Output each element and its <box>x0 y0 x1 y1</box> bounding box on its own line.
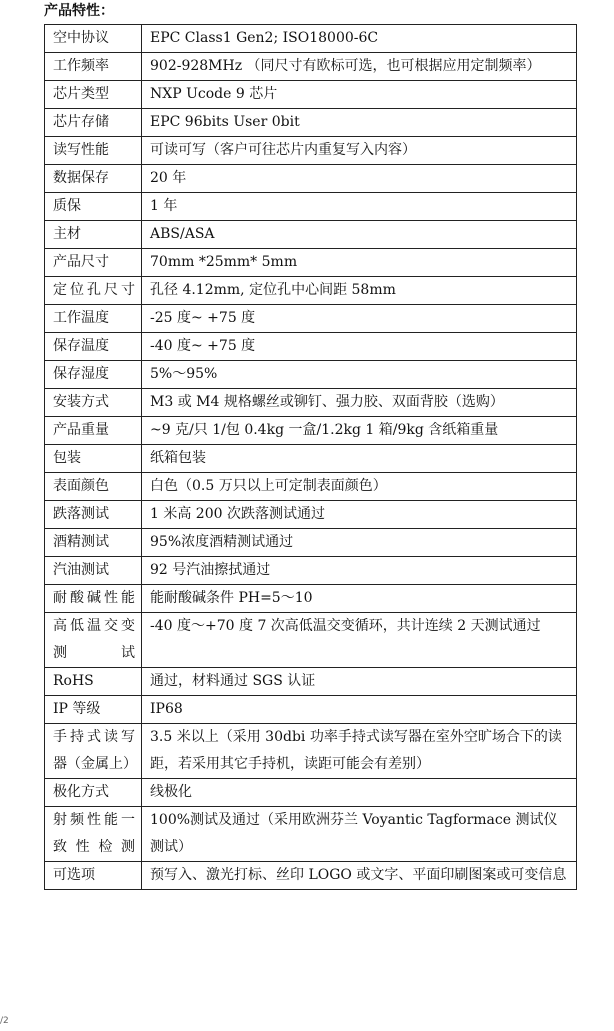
table-row <box>45 696 577 724</box>
table-row <box>45 417 577 445</box>
spec-key: 耐酸碱性能 <box>45 585 142 613</box>
table-row <box>45 501 577 529</box>
spec-key: 手持式读写器（金属上） <box>45 724 142 779</box>
spec-value: 902-928MHz （同尺寸有欧标可选，也可根据应用定制频率） <box>142 53 577 81</box>
spec-key: 读写性能 <box>45 137 142 165</box>
table-row <box>45 557 577 585</box>
spec-key: 质保 <box>45 193 142 221</box>
table-row <box>45 305 577 333</box>
spec-key: 产品重量 <box>45 417 142 445</box>
table-row <box>45 668 577 696</box>
table-row <box>45 724 577 779</box>
table-row <box>45 585 577 613</box>
spec-key: 射频性能一致性检测 <box>45 807 142 862</box>
table-row <box>45 109 577 137</box>
table-row <box>45 165 577 193</box>
spec-key: 定位孔尺寸 <box>45 277 142 305</box>
spec-key: 主材 <box>45 221 142 249</box>
spec-value: 白色（0.5 万只以上可定制表面颜色） <box>142 473 577 501</box>
spec-value: ABS/ASA <box>142 221 577 249</box>
spec-value: 可读可写（客户可往芯片内重复写入内容） <box>142 137 577 165</box>
spec-key: 可选项 <box>45 862 142 890</box>
spec-value: ~9 克/只 1/包 0.4kg 一盒/1.2kg 1 箱/9kg 含纸箱重量 <box>142 417 577 445</box>
spec-value: M3 或 M4 规格螺丝或铆钉、强力胶、双面背胶（选购） <box>142 389 577 417</box>
spec-key: 极化方式 <box>45 779 142 807</box>
spec-key: 产品尺寸 <box>45 249 142 277</box>
spec-value: -40 度~ +75 度 <box>142 333 577 361</box>
spec-value: 孔径 4.12mm, 定位孔中心间距 58mm <box>142 277 577 305</box>
table-row <box>45 361 577 389</box>
table-row <box>45 333 577 361</box>
table-row <box>45 277 577 305</box>
spec-value: 20 年 <box>142 165 577 193</box>
table-row <box>45 389 577 417</box>
spec-value: EPC 96bits User 0bit <box>142 109 577 137</box>
table-row <box>45 862 577 890</box>
spec-value: 92 号汽油擦拭通过 <box>142 557 577 585</box>
spec-value: 70mm *25mm* 5mm <box>142 249 577 277</box>
spec-value: NXP Ucode 9 芯片 <box>142 81 577 109</box>
spec-key: 表面颜色 <box>45 473 142 501</box>
spec-value: 线极化 <box>142 779 577 807</box>
spec-value: 1 年 <box>142 193 577 221</box>
spec-key: 安装方式 <box>45 389 142 417</box>
spec-value: -25 度~ +75 度 <box>142 305 577 333</box>
spec-key: 数据保存 <box>45 165 142 193</box>
spec-key: 芯片类型 <box>45 81 142 109</box>
table-row <box>45 221 577 249</box>
spec-value: -40 度～+70 度 7 次高低温交变循环，共计连续 2 天测试通过 <box>142 613 577 668</box>
spec-value: 100%测试及通过（采用欧洲芬兰 Voyantic Tagformace 测试仪测试） <box>142 807 577 862</box>
spec-key: 保存温度 <box>45 333 142 361</box>
table-row <box>45 807 577 862</box>
spec-value: 5%～95% <box>142 361 577 389</box>
spec-value: 预写入、激光打标、丝印 LOGO 或文字、平面印刷图案或可变信息 <box>142 862 577 890</box>
spec-value: 纸箱包装 <box>142 445 577 473</box>
spec-key: 工作频率 <box>45 53 142 81</box>
table-row <box>45 53 577 81</box>
spec-value: 95%浓度酒精测试通过 <box>142 529 577 557</box>
section-heading: 产品特性： <box>44 3 114 19</box>
spec-value: 3.5 米以上（采用 30dbi 功率手持式读写器在室外空旷场合下的读距，若采用其它手持机，读距可能会有差别） <box>142 724 577 779</box>
table-row <box>45 445 577 473</box>
table-row <box>45 779 577 807</box>
spec-value: IP68 <box>142 696 577 724</box>
spec-key: 汽油测试 <box>45 557 142 585</box>
spec-key: RoHS <box>45 668 142 696</box>
table-row <box>45 249 577 277</box>
spec-key: IP 等级 <box>45 696 142 724</box>
spec-table <box>44 24 577 890</box>
spec-key: 保存湿度 <box>45 361 142 389</box>
spec-key: 高低温交变测试 <box>45 613 142 668</box>
spec-value: 通过，材料通过 SGS 认证 <box>142 668 577 696</box>
spec-value: 1 米高 200 次跌落测试通过 <box>142 501 577 529</box>
spec-key: 酒精测试 <box>45 529 142 557</box>
table-row <box>45 613 577 668</box>
table-row <box>45 529 577 557</box>
spec-key: 芯片存储 <box>45 109 142 137</box>
spec-key: 工作温度 <box>45 305 142 333</box>
table-row <box>45 81 577 109</box>
table-row <box>45 25 577 53</box>
table-row <box>45 137 577 165</box>
spec-key: 空中协议 <box>45 25 142 53</box>
page-mark: /2 <box>0 1016 9 1026</box>
spec-value: 能耐酸碱条件 PH=5～10 <box>142 585 577 613</box>
spec-key: 包装 <box>45 445 142 473</box>
table-row <box>45 193 577 221</box>
table-row <box>45 473 577 501</box>
spec-key: 跌落测试 <box>45 501 142 529</box>
spec-value: EPC Class1 Gen2; ISO18000-6C <box>142 25 577 53</box>
